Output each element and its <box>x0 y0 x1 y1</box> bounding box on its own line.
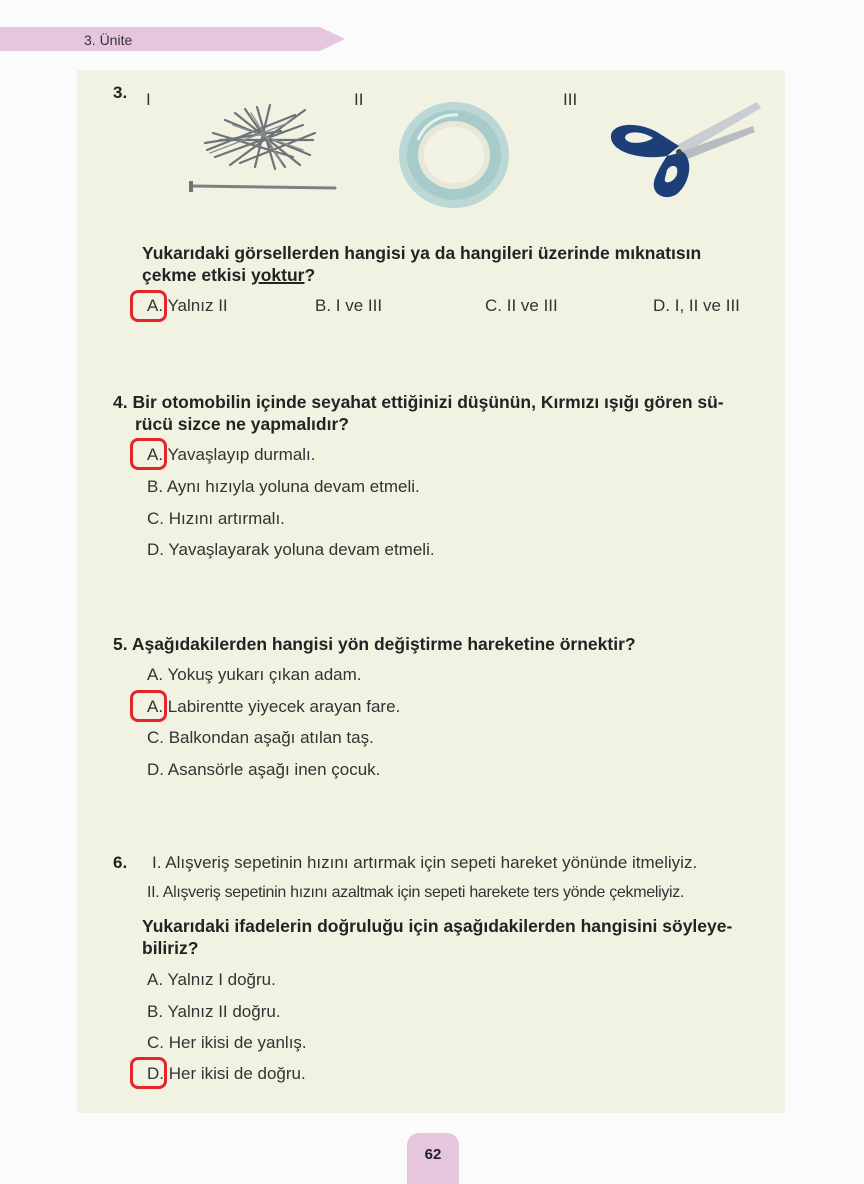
q6-statement-2: II. Alışveriş sepetinin hızını azaltmak için sepeti harekete ters yönde çekmeliyiz. <box>147 884 685 901</box>
q3-option-d[interactable]: D. I, II ve III <box>653 296 740 315</box>
q3-stem-post: ? <box>304 265 316 285</box>
q3-option-a[interactable]: A. Yalnız II <box>147 296 228 315</box>
q3-answer-mark <box>130 290 167 322</box>
q3-stem-line2 <box>142 265 315 286</box>
q6-stem-line1: Yukarıdaki ifadelerin doğruluğu için aşağıdakilerden hangisini söyleye- <box>142 916 733 936</box>
q4-stem-line2: rücü sizce ne yapmalıdır? <box>135 414 349 434</box>
q6-number: 6. <box>113 853 128 872</box>
unit-banner <box>0 27 345 51</box>
unit-label: 3. Ünite <box>84 32 133 48</box>
q3-option-b[interactable]: B. I ve III <box>315 296 383 315</box>
q5-option-c[interactable]: C. Balkondan aşağı atılan taş. <box>147 728 374 747</box>
q6-option-b[interactable]: B. Yalnız II doğru. <box>147 1002 281 1021</box>
q3-roman-2: II <box>354 90 364 109</box>
q6-option-c[interactable]: C. Her ikisi de yanlış. <box>147 1033 307 1052</box>
q3-stem-negation: yoktur <box>250 265 305 285</box>
q5-option-a[interactable]: A. Yokuş yukarı çıkan adam. <box>147 665 362 684</box>
q5-option-b[interactable]: A. Labirentte yiyecek arayan fare. <box>147 697 401 716</box>
q4-option-c[interactable]: C. Hızını artırmalı. <box>147 509 285 528</box>
q5-option-d[interactable]: D. Asansörle aşağı inen çocuk. <box>147 760 381 779</box>
q5-answer-mark <box>130 690 167 722</box>
q4-option-b[interactable]: B. Aynı hızıyla yoluna devam etmeli. <box>147 477 420 496</box>
nails-image <box>185 95 345 200</box>
q5-stem <box>113 634 636 655</box>
q3-stem-pre: çekme etkisi <box>142 265 251 285</box>
scissors-image <box>605 98 765 203</box>
q3-stem-line1: Yukarıdaki görsellerden hangisi ya da hangileri üzerinde mıknatısın <box>142 243 702 263</box>
q5-stem-text: Aşağıdakilerden hangisi yön değiştirme hareketine örnektir? <box>131 634 636 654</box>
tape-roll-image <box>398 100 513 210</box>
q6-stem-line2: biliriz? <box>142 938 199 958</box>
q6-answer-mark <box>130 1057 167 1089</box>
q6-statement-1: I. Alışveriş sepetinin hızını artırmak için sepeti hareket yönünde itmeliyiz. <box>152 853 698 872</box>
q4-option-a[interactable]: A. Yavaşlayıp durmalı. <box>147 445 316 464</box>
q3-option-c[interactable]: C. II ve III <box>485 296 558 315</box>
page-number: 62 <box>424 1146 442 1163</box>
q3-roman-3: III <box>563 90 578 109</box>
q6-option-a[interactable]: A. Yalnız I doğru. <box>147 970 276 989</box>
q4-number: 4. <box>113 392 128 412</box>
q6-option-d[interactable]: D. Her ikisi de doğru. <box>147 1064 306 1083</box>
q4-option-d[interactable]: D. Yavaşlayarak yoluna devam etmeli. <box>147 540 435 559</box>
q3-roman-1: I <box>146 90 151 109</box>
q4-answer-mark <box>130 438 167 470</box>
q3-number: 3. <box>113 83 128 102</box>
q5-number: 5. <box>113 634 128 654</box>
q4-stem-line1 <box>113 392 724 413</box>
q4-stem-text1: Bir otomobilin içinde seyahat ettiğinizi düşünün, Kırmızı ışığı gören sü- <box>132 392 724 412</box>
